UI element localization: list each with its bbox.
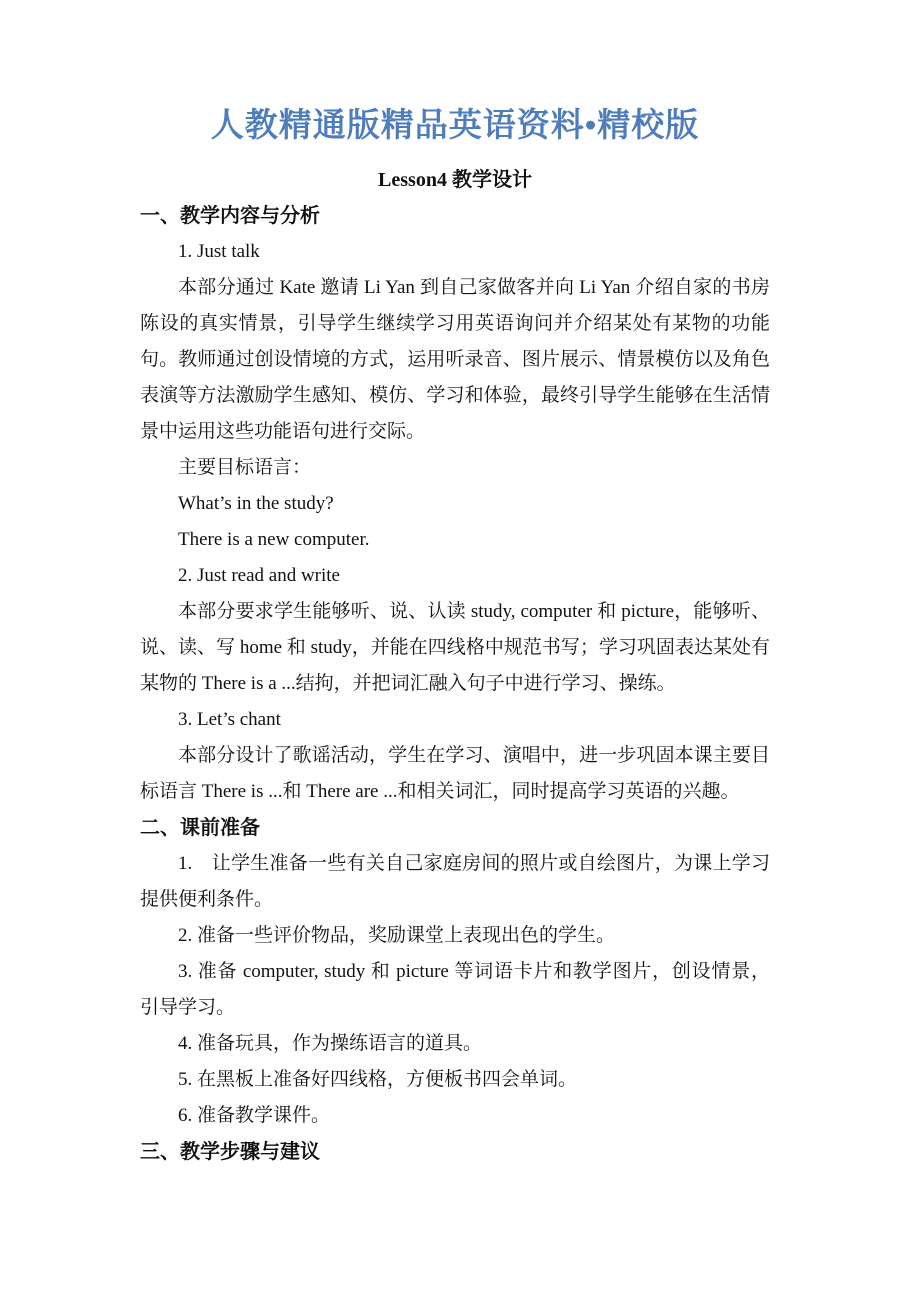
paragraph-just-talk-label: 1. Just talk xyxy=(178,241,260,262)
paragraph-lets-chant-description: 本部分设计了歌谣活动，学生在学习、演唱中，进一步巩固本课主要目标语言 There is ...和 There are ...和相关词汇，同时提高学习英语的兴趣。 xyxy=(140,745,770,802)
section-heading-content-analysis: 一、教学内容与分析 xyxy=(140,205,320,227)
paragraph-prep-item-4: 4. 准备玩具，作为操练语言的道具。 xyxy=(178,1033,483,1054)
paragraph-prep-item-5: 5. 在黑板上准备好四线格，方便板书四会单词。 xyxy=(178,1069,578,1090)
paragraph-sentence-answer: There is a new computer. xyxy=(178,529,370,550)
paragraph-sentence-question: What’s in the study? xyxy=(178,493,334,514)
section-heading-teaching-steps: 三、教学步骤与建议 xyxy=(140,1141,320,1163)
paragraph-target-language-label: 主要目标语言： xyxy=(178,457,312,478)
document-title: 人教精通版精品英语资料•精校版 xyxy=(210,108,700,144)
paragraph-prep-item-3: 3. 准备 computer, study 和 picture 等词语卡片和教学图片，创设情景，引导学习。 xyxy=(140,961,770,1018)
paragraph-lets-chant-label: 3. Let’s chant xyxy=(178,709,281,730)
paragraph-prep-item-1: 1. 让学生准备一些有关自己家庭房间的照片或自绘图片，为课上学习提供便利条件。 xyxy=(140,853,770,910)
section-heading-preparation: 二、课前准备 xyxy=(140,817,260,839)
paragraph-just-talk-description: 本部分通过 Kate 邀请 Li Yan 到自己家做客并向 Li Yan 介绍自家的书房陈设的真实情景，引导学生继续学习用英语询问并介绍某处有某物的功能句。教师通过创设情境的方式，运用听录音、图片展示、情景模仿以及角色表演等方法激励学生感知、模仿、学习和体验，最终引导学生能够在生活情景中运用这些功能语句进行交际。 xyxy=(140,277,770,442)
paragraph-just-read-write-label: 2. Just read and write xyxy=(178,565,340,586)
paragraph-prep-item-6: 6. 准备教学课件。 xyxy=(178,1105,331,1126)
document-subtitle: Lesson4 教学设计 xyxy=(378,169,532,191)
paragraph-just-read-write-description: 本部分要求学生能够听、说、认读 study, computer 和 picture，能够听、说、读、写 home 和 study，并能在四线格中规范书写；学习巩固表达某处有某物的 There is a ...结拘，并把词汇融入句子中进行学习、操练。 xyxy=(140,601,770,694)
paragraph-prep-item-2: 2. 准备一些评价物品，奖励课堂上表现出色的学生。 xyxy=(178,925,616,946)
